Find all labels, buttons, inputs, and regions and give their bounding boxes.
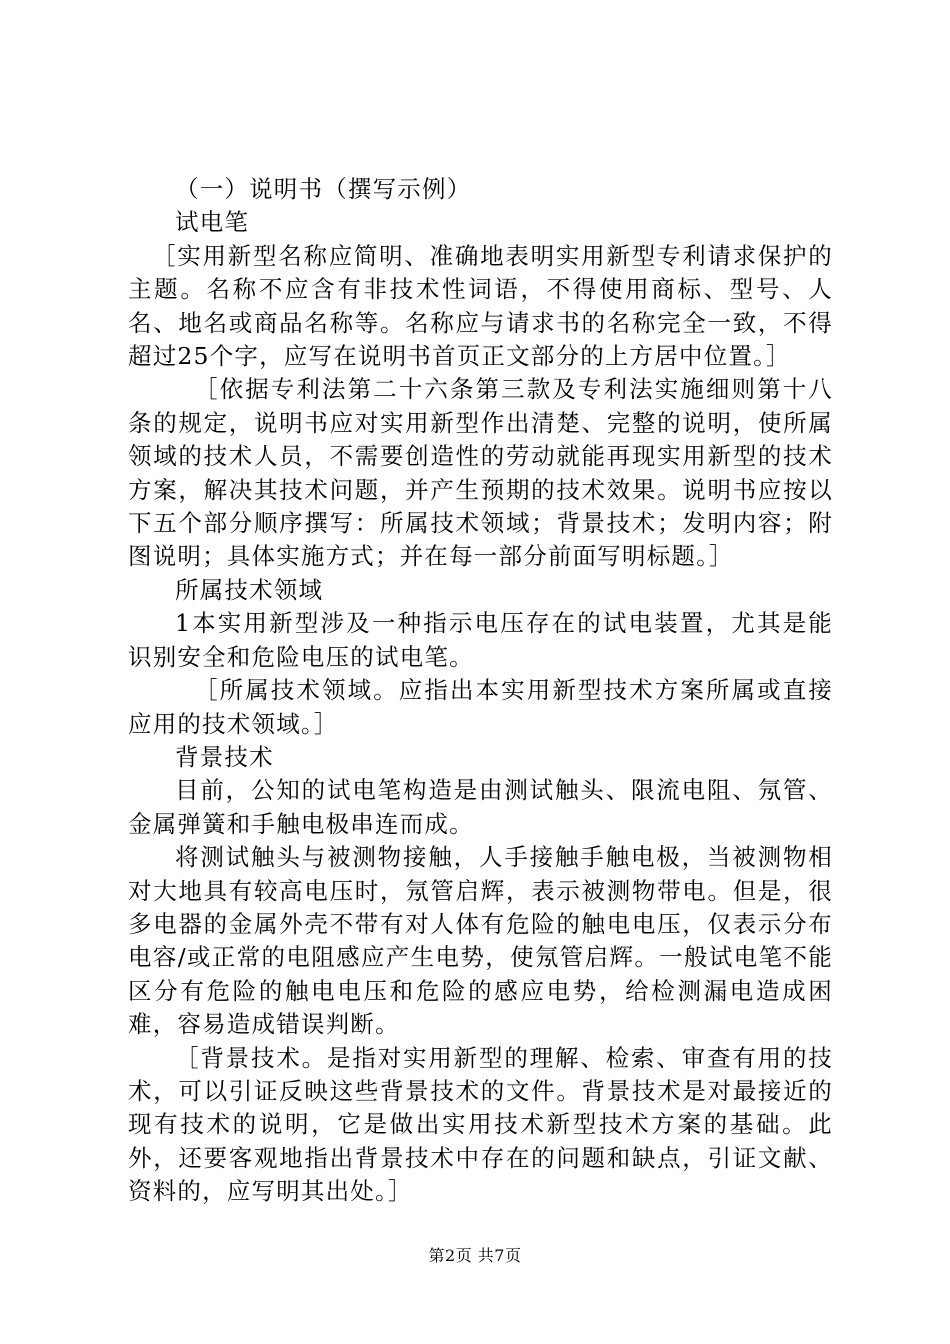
section-title: （一）说明书（撰写示例） (175, 175, 472, 203)
invention-title: 试电笔 (175, 208, 250, 237)
document-body (128, 173, 833, 1209)
body-paragraph-technical-field: 1本实用新型涉及一种指示电压存在的试电装置，尤其是能识别安全和危险电压的试电笔。 (128, 609, 833, 671)
page-number-footer: 第2页 共7页 (428, 1246, 522, 1265)
note-paragraph-spec-rules: ［依据专利法第二十六条第三款及专利法实施细则第十八条的规定，说明书应对实用新型作出清楚、完整的说明，使所属领域的技术人员，不需要创造性的劳动就能再现实用新型的技术方案，解决其技术问题，并产生预期的技术效果。说明书应按以下五个部分顺序撰写：所属技术领域；背景技术；发明内容；附图说明；具体实施方式；并在每一部分前面写明标题。］ (128, 375, 833, 571)
heading-background-art: 背景技术 (175, 742, 274, 771)
note-paragraph-background: ［背景技术。是指对实用新型的理解、检索、审查有用的技术，可以引证反映这些背景技术的文件。背景技术是对最接近的现有技术的说明，它是做出实用技术新型技术方案的基础。此外，还要客观地指出背景技术中存在的问题和缺点，引证文献、资料的，应写明其出处。］ (128, 1043, 833, 1206)
heading-technical-field: 所属技术领域 (175, 575, 324, 604)
note-paragraph-technical-field: ［所属技术领域。应指出本实用新型技术方案所属或直接应用的技术领域。］ (128, 676, 833, 738)
body-paragraph-background-1: 目前，公知的试电笔构造是由测试触头、限流电阻、氖管、金属弹簧和手触电极串连而成。 (128, 776, 833, 838)
body-paragraph-background-2: 将测试触头与被测物接触，人手接触手触电极，当被测物相对大地具有较高电压时，氖管启辉，表示被测物带电。但是，很多电器的金属外壳不带有对人体有危险的触电电压，仅表示分布电容/或正常的电阻感应产生电势，使氖管启辉。一般试电笔不能区分有危险的触电电压和危险的感应电势，给检测漏电造成困难，容易造成错误判断。 (128, 843, 833, 1039)
note-paragraph-title-rules: ［实用新型名称应简明、准确地表明实用新型专利请求保护的主题。名称不应含有非技术性词语，不得使用商标、型号、人名、地名或商品名称等。名称应与请求书的名称完全一致，不得超过25个字，应写在说明书首页正文部分的上方居中位置。］ (128, 241, 833, 371)
